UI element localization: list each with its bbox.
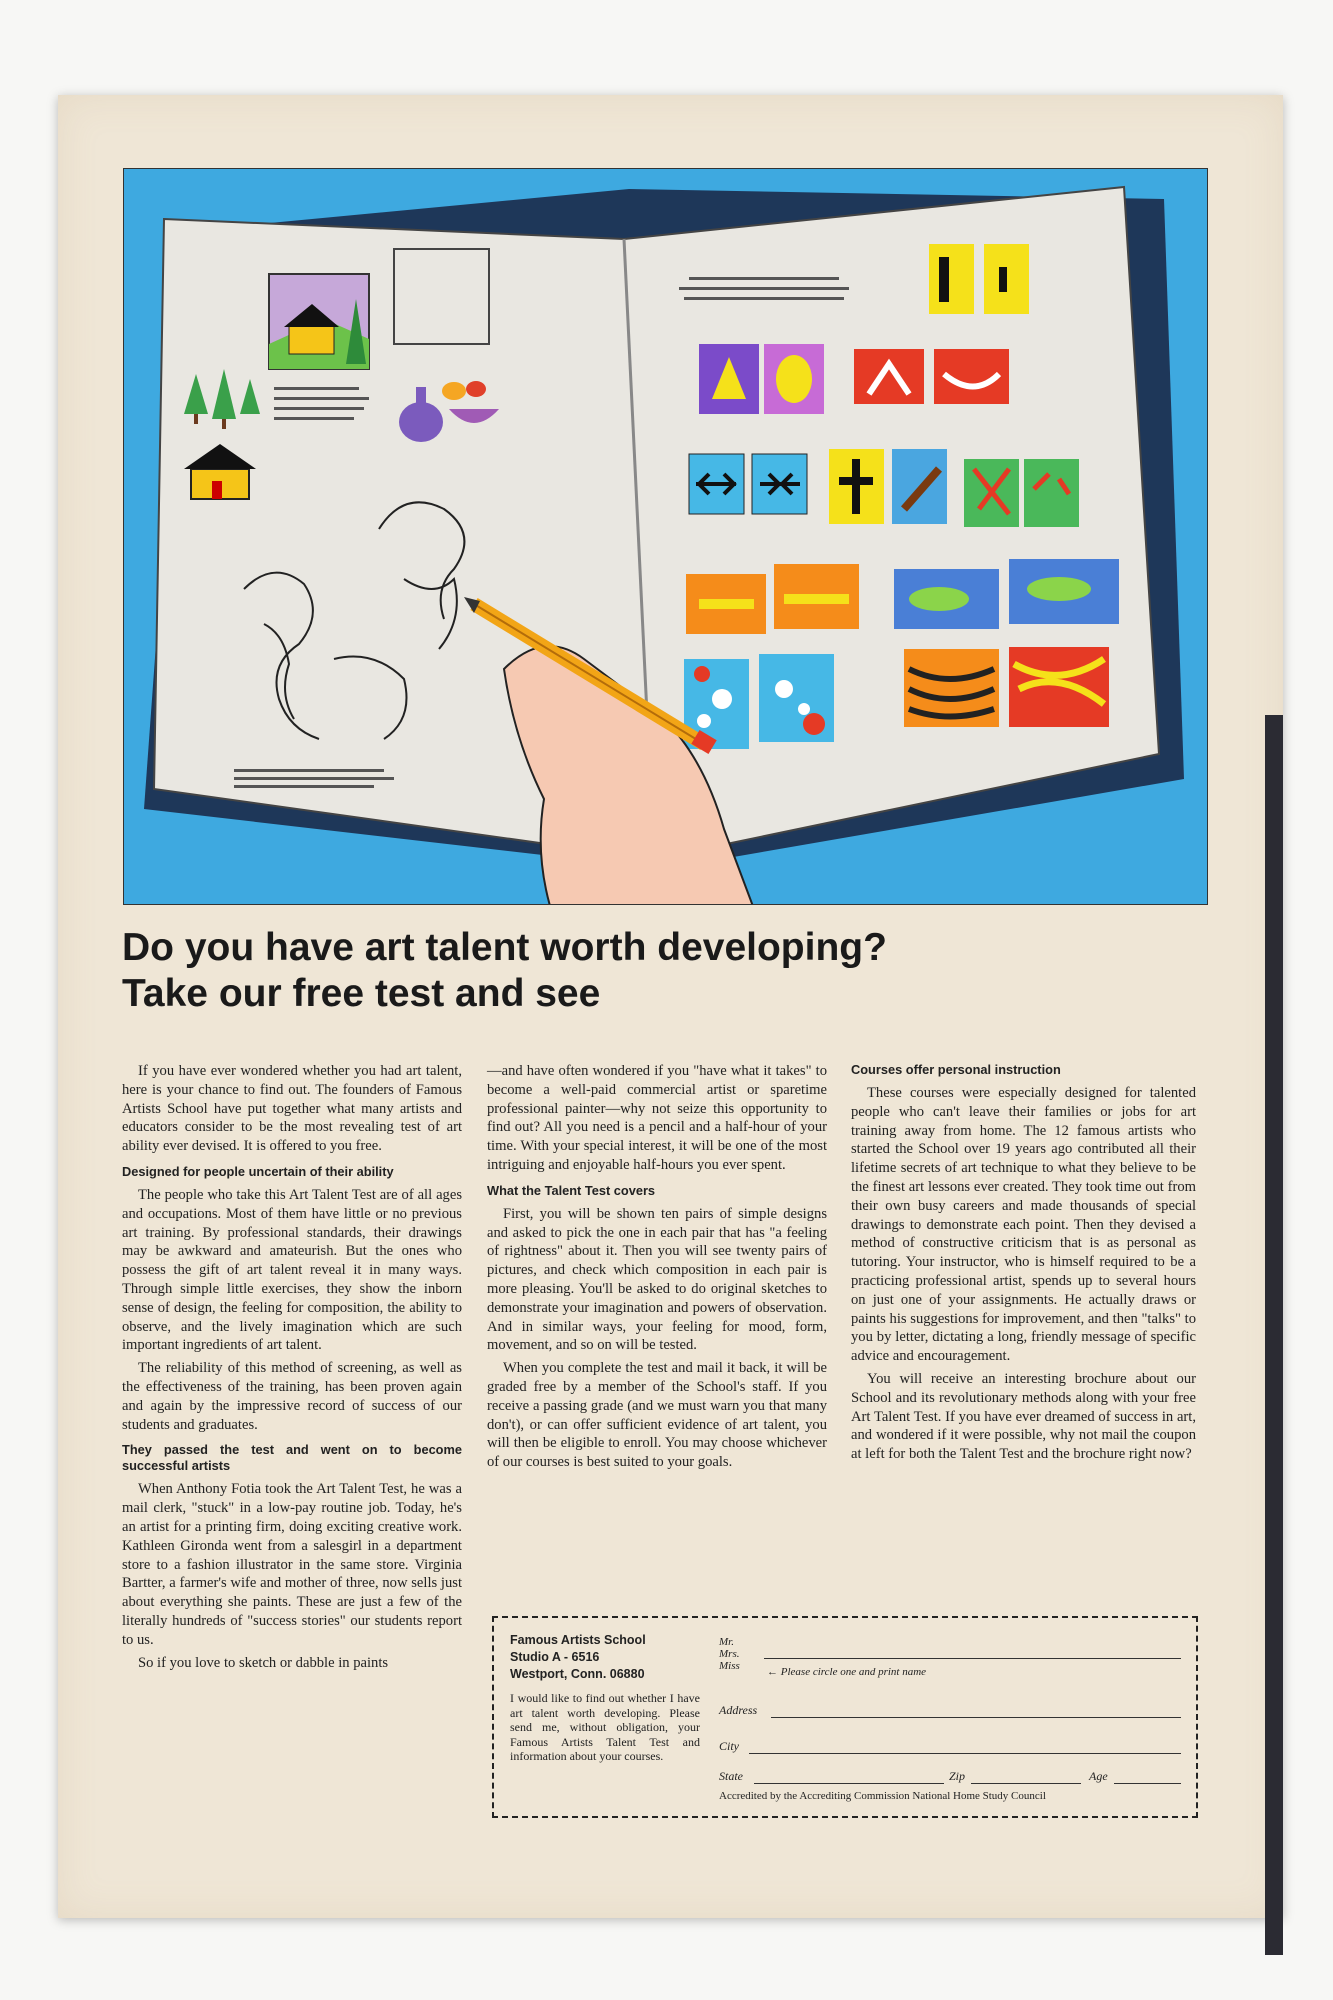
- state-label: State: [719, 1769, 743, 1783]
- body-paragraph: —and have often wondered if you "have what it takes" to become a well-paid commercial artist or sparetime professional painter—why not seize this opportunity to find out? All you need is a pencil and a half-hour of your time. With your special interest, it will be one of the most intriguing and enjoyable half-hours you ever spent.: [487, 1063, 827, 1173]
- zip-label: Zip: [949, 1769, 966, 1783]
- coupon-address-block: [510, 1632, 700, 1764]
- column-1: [122, 1062, 462, 1676]
- open-workbook-drawing: [124, 169, 1207, 904]
- title-mrs[interactable]: Mrs.: [719, 1648, 740, 1660]
- name-field[interactable]: [719, 1636, 1181, 1686]
- title-miss[interactable]: Miss: [719, 1660, 740, 1672]
- headline-line-1: Do you have art talent worth developing?: [122, 926, 887, 969]
- city-label: City: [719, 1739, 739, 1753]
- talent-test-illustration: [123, 168, 1208, 905]
- body-paragraph: You will receive an interesting brochure about our School and its revolutionary methods along with your free Art Talent Test. If you have ever dreamed of success in art, and wondered if it were possible, why not mail the coupon at left for both the Talent Test and the brochure right now?: [851, 1370, 1196, 1463]
- body-paragraph: The reliability of this method of screening, as well as the effectiveness of the training, has been proven again and again by the impressive record of success of our students and graduates.: [122, 1360, 462, 1433]
- title-mr[interactable]: Mr.: [719, 1636, 734, 1648]
- body-paragraph: When Anthony Fotia took the Art Talent Test, he was a mail clerk, "stuck" in a low-pay routine job. Today, he's an artist for a printing firm, doing exciting creative work. Kathleen Gironda went from a salesgirl in a department store to a fashion illustrator in the same store. Virginia Bartter, a farmer's wife and mother of three, now sells just about everything she paints. These are just a few of the literally hundreds of "success stories" our students report to us.: [122, 1481, 462, 1648]
- school-name: Famous Artists School: [510, 1633, 646, 1647]
- section-heading-uncertain: Designed for people uncertain of their ability: [122, 1163, 394, 1179]
- body-paragraph: So if you love to sketch or dabble in paints: [138, 1654, 389, 1671]
- mail-coupon[interactable]: [492, 1616, 1198, 1818]
- age-label: Age: [1089, 1769, 1108, 1783]
- city-field[interactable]: [719, 1722, 1181, 1758]
- studio-line: Studio A - 6516: [510, 1650, 600, 1664]
- state-zip-age-field[interactable]: [719, 1758, 1181, 1788]
- column-3: [851, 1062, 1196, 1468]
- accreditation-note: Accredited by the Accrediting Commission National Home Study Council: [719, 1790, 1046, 1802]
- city-line: Westport, Conn. 06880: [510, 1667, 645, 1681]
- body-paragraph: When you complete the test and mail it back, it will be graded free by a member of the School's staff. If you receive a passing grade (and we must warn you that many don't), or can offer sufficient evidence of art talent, you will then be eligible to enroll. You may choose whichever of our courses is best suited to your goals.: [487, 1360, 827, 1471]
- address-field[interactable]: [719, 1686, 1181, 1722]
- body-paragraph: First, you will be shown ten pairs of simple designs and asked to pick the one in each pair that has "a feeling of rightness" about it. Then you will see twenty pairs of pictures, and check which composition in each pair is more pleasing. You'll be asked to do original sketches to demonstrate your imagination and powers of observation. And in similar ways, your feeling for mood, form, movement, and so on will be tested.: [487, 1205, 827, 1354]
- section-heading-success: They passed the test and went on to become successful artists: [122, 1442, 462, 1474]
- address-label: Address: [719, 1703, 758, 1717]
- name-hint: Please circle one and print name: [780, 1666, 927, 1678]
- headline: [122, 925, 1222, 1017]
- coupon-request-text: I would like to find out whether I have art talent worth developing. Please send me, without obligation, your Famous Artists Talent Test and information about your courses.: [510, 1691, 700, 1763]
- page-edge-shadow: [1265, 715, 1283, 1955]
- arrow-left-icon: ←: [767, 1666, 778, 1678]
- section-heading-instruction: Courses offer personal instruction: [851, 1062, 1061, 1077]
- body-paragraph: These courses were especially designed for talented people who can't leave their families or jobs for art training away from home. The 12 famous artists who started the School over 19 years ago contributed all their lifetime secrets of art technique to what they believe to be the finest art lessons ever created. They took time out from their own busy careers and made thousands of special drawings to demonstrate each point. Then they devised a method of constructive criticism that is as personal as tutoring. Your instructor, who is himself required to be a practicing professional artist, spends up to several hours on just one of your assignments. He actually draws or paints his suggestions for improvement, and then "talks" to you by letter, dictating a long, friendly message of specific advice and encouragement.: [851, 1085, 1196, 1365]
- intro-paragraph: If you have ever wondered whether you had art talent, here is your chance to find out. The founders of Famous Artists School have put together what many artists and educators consider to be the most revealing test of art ability ever devised. It is offered to you free.: [122, 1063, 462, 1155]
- body-paragraph: The people who take this Art Talent Test are of all ages and occupations. Most of them have little or no previous art training. By professional standards, their drawings may be awkward and amateurish. But the ones who possess the gift of art talent reveal it in many ways. Through simple little exercises, they show the inborn sense of design, the feeling for composition, the ability to observe, and the lively imagination which are such important ingredients of art talent.: [122, 1186, 462, 1354]
- coupon-form: [719, 1636, 1181, 1802]
- headline-line-2: Take our free test and see: [122, 972, 601, 1015]
- column-2: [487, 1062, 827, 1476]
- section-heading-covers: What the Talent Test covers: [487, 1182, 656, 1198]
